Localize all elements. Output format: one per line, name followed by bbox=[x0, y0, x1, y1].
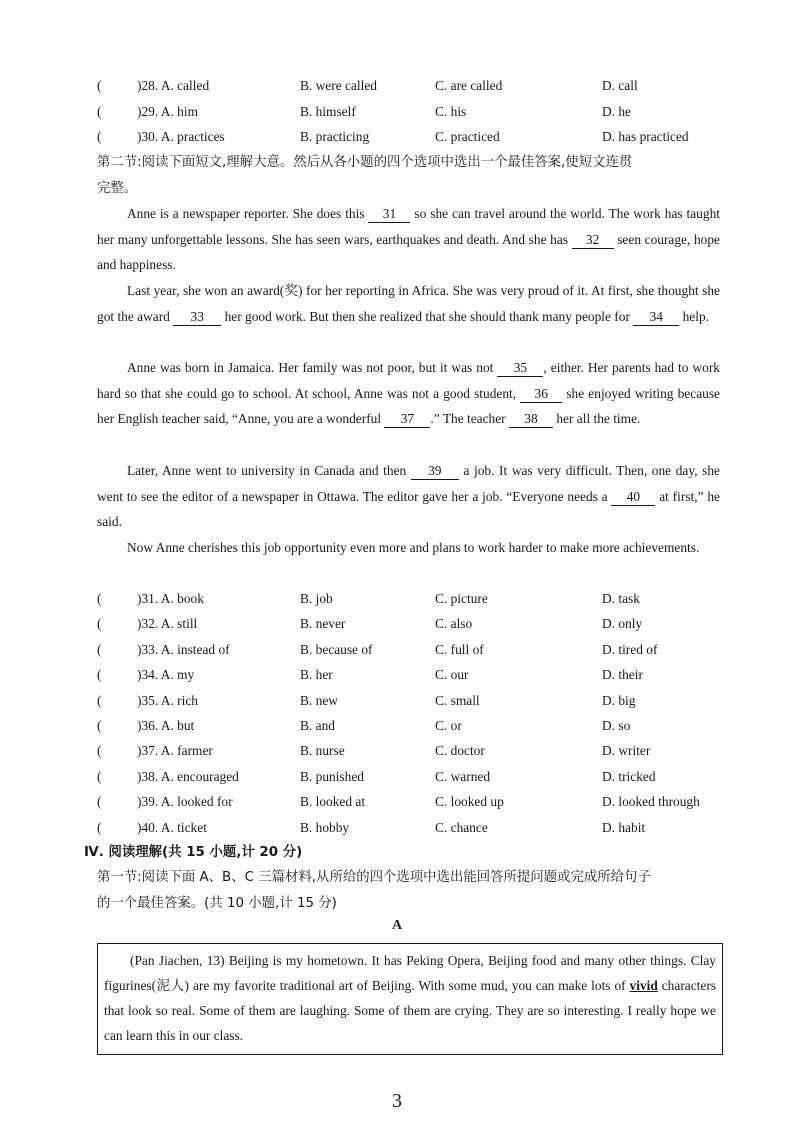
question-row bbox=[0, 75, 794, 97]
option-d: D. tricked bbox=[602, 768, 656, 784]
option-c: C. practiced bbox=[435, 129, 500, 144]
question-row bbox=[0, 715, 794, 737]
passage-text: seen courage, hope and happiness. bbox=[97, 231, 720, 273]
blank-32: 32 bbox=[572, 232, 614, 249]
option-c: C. looked up bbox=[435, 794, 504, 810]
passage-paragraph-1 bbox=[97, 201, 720, 278]
option-b: B. nurse bbox=[300, 743, 345, 759]
passage-text: Last year, she won an award(奖) for her reporting in Africa. She was very proud of it. At first, she thought she got the award bbox=[97, 283, 720, 324]
passage-text: so she can travel around the world. The work has taught her many unforgettable lessons. She has seen wars, earthquakes and death. And she has bbox=[97, 206, 720, 247]
option-c: C. full of bbox=[435, 641, 484, 657]
option-d: D. call bbox=[602, 78, 638, 93]
question-row bbox=[0, 740, 794, 762]
question-number-option-a: )29. A. him bbox=[137, 103, 199, 119]
option-b: B. never bbox=[300, 616, 346, 632]
passage-text: Anne is a newspaper reporter. She does this bbox=[127, 206, 369, 221]
answer-paren: ( bbox=[97, 129, 102, 144]
passage-text: Later, Anne went to university in Canada and then bbox=[127, 463, 411, 478]
option-d: D. he bbox=[602, 103, 632, 119]
option-d: D. writer bbox=[602, 743, 651, 759]
option-b: B. because of bbox=[300, 641, 373, 657]
option-b: B. looked at bbox=[300, 794, 366, 810]
passage-text: at first,” he said. bbox=[97, 488, 720, 530]
option-c: C. doctor bbox=[435, 743, 485, 759]
question-row bbox=[0, 817, 794, 839]
answer-paren: ( bbox=[97, 641, 102, 657]
answer-paren: ( bbox=[97, 743, 102, 759]
question-row bbox=[0, 766, 794, 788]
option-c: C. small bbox=[435, 692, 480, 708]
question-number-option-a: )30. A. practices bbox=[137, 129, 225, 144]
box-text: (Pan Jiachen, 13) Beijing is my hometown. It has Peking Opera, Beijing food and many other things. Clay figurines(泥人) are my favorite traditional art of Beijing. With some mud, you can make lots of bbox=[104, 953, 716, 993]
option-d: D. looked through bbox=[602, 794, 700, 810]
blank-34: 34 bbox=[633, 309, 679, 326]
option-d: D. tired of bbox=[602, 641, 658, 657]
passage-paragraph-3 bbox=[97, 355, 720, 432]
option-c: C. or bbox=[435, 718, 462, 733]
passage-text: Now Anne cherishes this job opportunity even more and plans to work harder to make more achievements. bbox=[127, 540, 700, 555]
question-row bbox=[0, 690, 794, 712]
question-number-option-a: )34. A. my bbox=[137, 667, 195, 683]
answer-paren: ( bbox=[97, 591, 102, 606]
option-c: C. are called bbox=[435, 78, 503, 93]
question-number-option-a: )38. A. encouraged bbox=[137, 768, 239, 784]
answer-paren: ( bbox=[97, 692, 102, 708]
option-d: D. big bbox=[602, 692, 636, 708]
section4-instruction-line2: 的一个最佳答案。(共 10 小题,计 15 分) bbox=[97, 896, 337, 911]
blank-38: 38 bbox=[509, 411, 553, 428]
option-d: D. habit bbox=[602, 819, 646, 835]
passage-text: , either. Her parents had to work hard so that she could go to school. At school, Anne was not a good student, bbox=[97, 360, 720, 401]
option-c: C. picture bbox=[435, 591, 488, 606]
answer-paren: ( bbox=[97, 718, 102, 733]
option-b: B. and bbox=[300, 718, 335, 733]
part-a-title: A bbox=[391, 918, 403, 933]
blank-33: 33 bbox=[173, 309, 221, 326]
answer-paren: ( bbox=[97, 616, 102, 632]
option-c: C. our bbox=[435, 667, 469, 683]
question-number-option-a: )32. A. still bbox=[137, 616, 198, 632]
passage-text: her good work. But then she realized that she should thank many people for bbox=[221, 308, 634, 324]
option-c: C. chance bbox=[435, 819, 488, 835]
passage-text: Anne was born in Jamaica. Her family was not poor, but it was not bbox=[127, 360, 498, 375]
answer-paren: ( bbox=[97, 794, 102, 810]
option-d: D. their bbox=[602, 667, 643, 683]
question-row bbox=[0, 126, 794, 148]
option-b: B. new bbox=[300, 692, 338, 708]
question-number-option-a: )39. A. looked for bbox=[137, 794, 233, 810]
box-text: characters that look so real. Some of them are laughing. Some of them are crying. They are so interesting. I really hope we can learn this in our class. bbox=[104, 978, 716, 1043]
passage-text: .” The teacher bbox=[430, 411, 509, 427]
question-row bbox=[0, 588, 794, 610]
option-b: B. himself bbox=[300, 103, 356, 119]
option-c: C. also bbox=[435, 616, 473, 632]
question-number-option-a: )40. A. ticket bbox=[137, 819, 207, 835]
question-row bbox=[0, 613, 794, 635]
option-b: B. were called bbox=[300, 78, 377, 93]
question-number-option-a: )31. A. book bbox=[137, 591, 204, 606]
question-number-option-a: )35. A. rich bbox=[137, 692, 198, 708]
page-number: 3 bbox=[392, 1090, 402, 1112]
option-d: D. so bbox=[602, 718, 631, 733]
blank-40: 40 bbox=[611, 489, 655, 506]
passage-text: her all the time. bbox=[552, 411, 641, 427]
section2-instruction-line2: 完整。 bbox=[97, 181, 138, 196]
question-row bbox=[0, 664, 794, 686]
answer-paren: ( bbox=[97, 768, 102, 784]
option-d: D. task bbox=[602, 591, 640, 606]
section2-instruction-line1: 第二节:阅读下面短文,理解大意。然后从各小题的四个选项中选出一个最佳答案,使短文连贯 bbox=[97, 155, 633, 170]
option-d: D. has practiced bbox=[602, 129, 689, 144]
answer-paren: ( bbox=[97, 103, 102, 119]
question-number-option-a: )28. A. called bbox=[137, 78, 210, 93]
blank-36: 36 bbox=[520, 386, 562, 403]
section4-instruction bbox=[97, 865, 717, 917]
question-row bbox=[0, 101, 794, 123]
section4-instruction-line1: 第一节:阅读下面 A、B、C 三篇材料,从所给的四个选项中选出能回答所提问题或完成所给句子 bbox=[97, 870, 651, 885]
passage-text: a job. It was very difficult. Then, one day, she went to see the editor of a newspaper in Ottawa. The editor gave her a job. “Everyone needs a bbox=[97, 463, 720, 504]
question-number-option-a: )33. A. instead of bbox=[137, 641, 230, 657]
vivid-word: vivid bbox=[629, 978, 658, 993]
passage-text: help. bbox=[679, 308, 710, 324]
question-row bbox=[0, 791, 794, 813]
option-b: B. practicing bbox=[300, 129, 370, 144]
option-c: C. his bbox=[435, 103, 467, 119]
reading-box-a bbox=[97, 943, 723, 1055]
question-number-option-a: )36. A. but bbox=[137, 718, 195, 733]
blank-39: 39 bbox=[411, 463, 459, 480]
passage-text: she enjoyed writing because her English teacher said, “Anne, you are a wonderful bbox=[97, 385, 720, 427]
section4-heading: Ⅳ. 阅读理解(共 15 小题,计 20 分) bbox=[84, 845, 303, 860]
option-c: C. warned bbox=[435, 768, 491, 784]
passage-paragraph-5 bbox=[97, 535, 720, 561]
option-b: B. punished bbox=[300, 768, 364, 784]
blank-31: 31 bbox=[368, 206, 410, 223]
answer-paren: ( bbox=[97, 78, 102, 93]
question-row bbox=[0, 639, 794, 661]
passage-paragraph-4 bbox=[97, 458, 720, 535]
option-d: D. only bbox=[602, 616, 643, 632]
section2-instruction bbox=[97, 150, 717, 202]
blank-35: 35 bbox=[497, 360, 543, 377]
option-b: B. hobby bbox=[300, 819, 350, 835]
option-b: B. job bbox=[300, 591, 333, 606]
answer-paren: ( bbox=[97, 819, 102, 835]
answer-paren: ( bbox=[97, 667, 102, 683]
passage-paragraph-2 bbox=[97, 278, 720, 329]
blank-37: 37 bbox=[384, 411, 430, 428]
option-b: B. her bbox=[300, 667, 333, 683]
question-number-option-a: )37. A. farmer bbox=[137, 743, 213, 759]
